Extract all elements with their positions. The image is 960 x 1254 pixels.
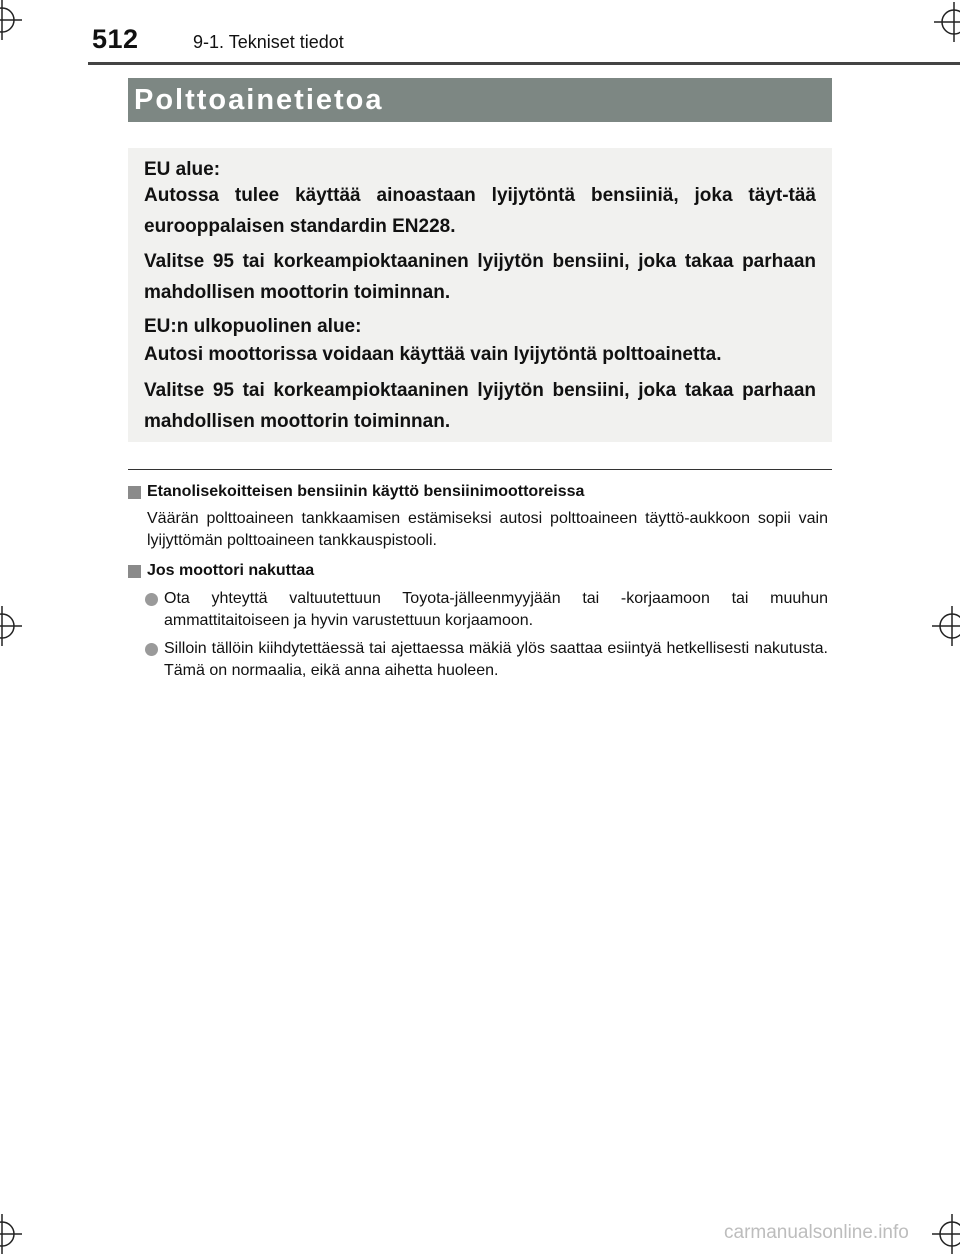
eu-text: Autossa tulee käyttää ainoastaan lyijytöntä bensiiniä, joka täyt-tää eurooppalaisen standardin EN228. — [144, 185, 816, 237]
page-title: Polttoainetietoa — [134, 84, 384, 116]
non-eu-heading: EU:n ulkopuolinen alue: — [144, 316, 362, 337]
registration-mark-icon — [0, 606, 22, 646]
registration-mark-icon — [0, 1214, 22, 1254]
registration-mark-icon — [932, 1214, 960, 1254]
list-item: Ota yhteyttä valtuutettuun Toyota-jälleenmyyjään tai -korjaamoon tai muuhun ammattitaitoiseen ja hyvin varustettuun korjaamoon. — [164, 590, 828, 629]
registration-mark-icon — [932, 606, 960, 646]
non-eu-text: Autosi moottorissa voidaan käyttää vain lyijytöntä polttoainetta. — [144, 344, 722, 365]
section-divider — [128, 469, 832, 470]
eu-recommendation: Valitse 95 tai korkeampioktaaninen lyijytön bensiini, joka takaa parhaan mahdollisen moottorin toiminnan. — [144, 251, 816, 303]
bullet-dot-icon — [145, 643, 158, 656]
section-heading: Etanolisekoitteisen bensiinin käyttö bensiinimoottoreissa — [147, 483, 585, 500]
registration-mark-icon — [0, 0, 22, 40]
eu-heading: EU alue: — [144, 159, 221, 180]
page-number: 512 — [92, 24, 139, 54]
watermark: carmanualsonline.info — [724, 1222, 909, 1243]
fuel-info-box — [128, 148, 832, 442]
list-item: Silloin tällöin kiihdytettäessä tai ajettaessa mäkiä ylös saattaa esiintyä hetkellisesti nakutusta. Tämä on normaalia, eikä anna aihetta huoleen. — [164, 640, 828, 679]
registration-mark-icon — [934, 2, 960, 42]
section-text: Väärän polttoaineen tankkaamisen estämiseksi autosi polttoaineen täyttö-aukkoon sopii vain lyijyttömän polttoaineen tankkauspistooli. — [147, 510, 828, 549]
square-marker-icon — [128, 565, 141, 578]
bullet-dot-icon — [145, 593, 158, 606]
header-rule — [88, 62, 960, 65]
title-banner — [128, 78, 832, 122]
section-heading: Jos moottori nakuttaa — [147, 562, 315, 579]
section-title: 9-1. Tekniset tiedot — [193, 32, 344, 52]
non-eu-recommendation: Valitse 95 tai korkeampioktaaninen lyijytön bensiini, joka takaa parhaan mahdollisen moottorin toiminnan. — [144, 380, 816, 432]
square-marker-icon — [128, 486, 141, 499]
